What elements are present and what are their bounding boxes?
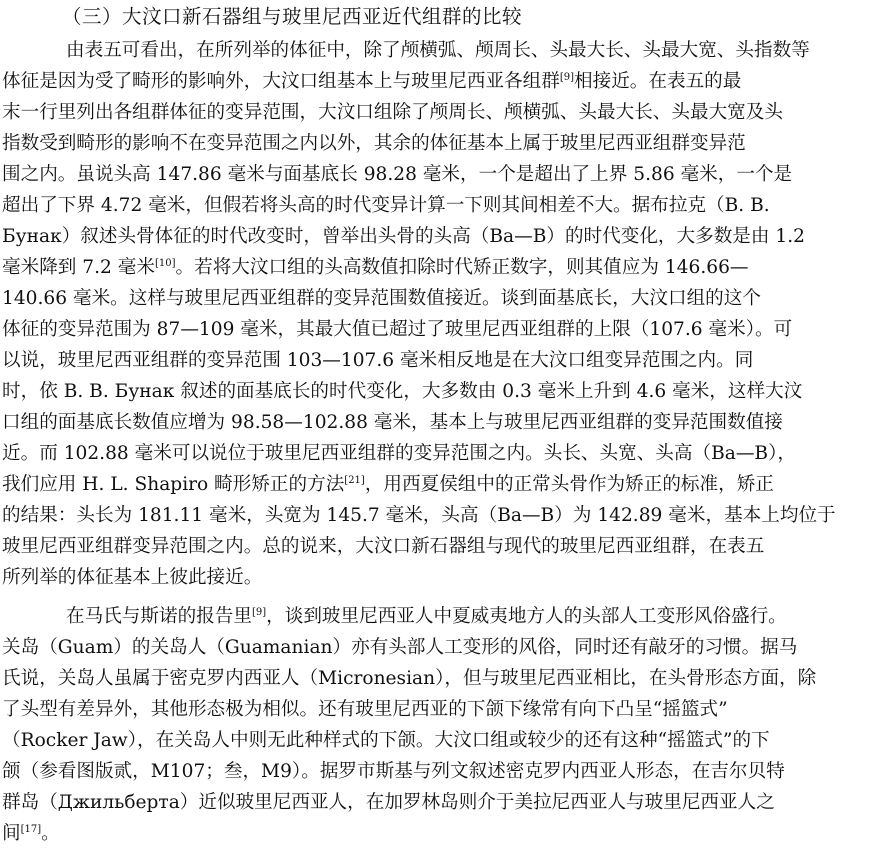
text-line bbox=[2, 97, 783, 128]
text-run: 末一行里列出各组群体征的变异范围，大汶口组除了颅周长、颅横弧、头最大长、头最大宽及头 bbox=[2, 102, 783, 123]
text-run: 指数受到畸形的影响不在变异范围之内以外，其余的体征基本上属于玻里尼西亚组群变异范 bbox=[2, 133, 746, 154]
text-run: 了头型有差异外，其他形态极为相似。还有玻里尼西亚的下颌下缘常有向下凸呈“摇篮式” bbox=[2, 699, 728, 720]
text-run: 氏说，关岛人虽属于密克罗内西亚人（Micronesian），但与玻里尼西亚相比，在头骨形态方面，除 bbox=[2, 668, 817, 689]
text-run: 颌（参看图版贰，M107；叁，M9）。据罗市斯基与列文叙述密克罗内西亚人形态，在吉尔贝特 bbox=[2, 761, 785, 782]
text-run: ，谈到玻里尼西亚人中夏威夷地方人的头部人工变形风俗盛行。 bbox=[266, 606, 787, 627]
text-line bbox=[2, 128, 746, 159]
text-line bbox=[2, 694, 728, 725]
text-line bbox=[2, 469, 774, 500]
text-run: 间 bbox=[2, 823, 21, 844]
text-run: 在马氏与斯诺的报告里 bbox=[66, 606, 252, 627]
text-run: 关岛（Guam）的关岛人（Guamanian）亦有头部人工变形的风俗，同时还有敲牙的习惯。据马 bbox=[2, 637, 798, 658]
text-run: ，用西夏侯组中的正常头骨作为矫正的标准，矫正 bbox=[364, 474, 774, 495]
text-line bbox=[2, 159, 792, 190]
text-run: 相接近。在表五的最 bbox=[574, 71, 742, 92]
text-line bbox=[2, 345, 753, 376]
text-run: 群岛（Джильберта）近似玻里尼西亚人，在加罗林岛则介于美拉尼西亚人与玻里尼西亚人之 bbox=[2, 792, 775, 813]
text-run: 所列举的体征基本上彼此接近。 bbox=[2, 567, 263, 588]
text-run: 140.66 毫米。这样与玻里尼西亚组群的变异范围数值接近。谈到面基底长，大汶口组的这个 bbox=[2, 288, 761, 309]
text-run: 。若将大汶口组的头高数值扣除时代矫正数字，则其值应为 146.66— bbox=[175, 257, 749, 278]
text-run: 围之内。虽说头高 147.86 毫米与面基底长 98.28 毫米，一个是超出了上界 5.86 毫米，一个是 bbox=[2, 164, 793, 185]
text-line bbox=[2, 283, 761, 314]
text-run: 时，依 B. B. Бунак 叙述的面基底长的时代变化，大多数由 0.3 毫米上升到 4.6 毫米，这样大汶 bbox=[2, 381, 803, 402]
text-run: 。 bbox=[41, 823, 60, 844]
text-line bbox=[2, 756, 785, 787]
text-line bbox=[2, 531, 764, 562]
text-run: 体征是因为受了畸形的影响外，大汶口组基本上与玻里尼西亚各组群 bbox=[2, 71, 560, 92]
text-line bbox=[2, 663, 816, 694]
citation-superscript: [9] bbox=[559, 71, 574, 83]
text-line bbox=[2, 314, 792, 345]
citation-superscript: [17] bbox=[20, 823, 42, 835]
text-run: Бунак）叙述头骨体征的时代改变时，曾举出头骨的头高（Ba—B）的时代变化，大多数是由 1.2 bbox=[2, 226, 805, 247]
text-run: 由表五可看出，在所列举的体征中，除了颅横弧、颅周长、头最大长、头最大宽、头指数等 bbox=[66, 40, 810, 61]
text-line bbox=[66, 35, 810, 66]
text-line bbox=[2, 500, 836, 531]
text-line bbox=[2, 221, 805, 252]
text-run: 超出了下界 4.72 毫米，但假若将头高的时代变异计算一下则其间相差不大。据布拉克（B. B. bbox=[2, 195, 770, 216]
text-run: 毫米降到 7.2 毫米 bbox=[2, 257, 155, 278]
text-line bbox=[2, 376, 802, 407]
citation-superscript: [21] bbox=[344, 474, 365, 486]
text-run: 的结果：头长为 181.11 毫米，头宽为 145.7 毫米，头高（Ba—B）为 142.89 毫米，基本上均位于 bbox=[2, 505, 836, 526]
text-line bbox=[2, 787, 775, 818]
text-line bbox=[2, 438, 796, 469]
text-line bbox=[2, 190, 770, 221]
text-run: 口组的面基底长数值应增为 98.58—102.88 毫米，基本上与玻里尼西亚组群的变异范围数值接 bbox=[2, 412, 783, 433]
text-run: （Rocker Jaw），在关岛人中则无此种样式的下颌。大汶口组或较少的还有这种“摇篮式”的下 bbox=[2, 730, 770, 751]
text-line bbox=[2, 66, 741, 97]
text-line bbox=[2, 818, 60, 849]
text-run: 我们应用 H. L. Shapiro 畸形矫正的方法 bbox=[2, 474, 345, 495]
text-run: 玻里尼西亚组群变异范围之内。总的说来，大汶口新石器组与现代的玻里尼西亚组群，在表五 bbox=[2, 536, 765, 557]
text-run: 以说，玻里尼西亚组群的变异范围 103—107.6 毫米相反地是在大汶口组变异范围之内。同 bbox=[2, 350, 754, 371]
text-line bbox=[2, 562, 262, 593]
text-line bbox=[2, 407, 783, 438]
section-heading: （三）大汶口新石器组与玻里尼西亚近代组群的比较 bbox=[62, 5, 523, 28]
citation-superscript: [10] bbox=[154, 257, 176, 269]
text-line bbox=[2, 725, 770, 756]
text-line bbox=[2, 632, 797, 663]
text-run: 近。而 102.88 毫米可以说位于玻里尼西亚组群的变异范围之内。头长、头宽、头高（Ba—B）， bbox=[2, 443, 796, 464]
citation-superscript: [9] bbox=[251, 606, 267, 618]
text-line bbox=[66, 601, 787, 632]
text-line bbox=[2, 252, 749, 283]
text-run: 体征的变异范围为 87—109 毫米，其最大值已超过了玻里尼西亚组群的上限（107.6 毫米）。可 bbox=[2, 319, 793, 340]
